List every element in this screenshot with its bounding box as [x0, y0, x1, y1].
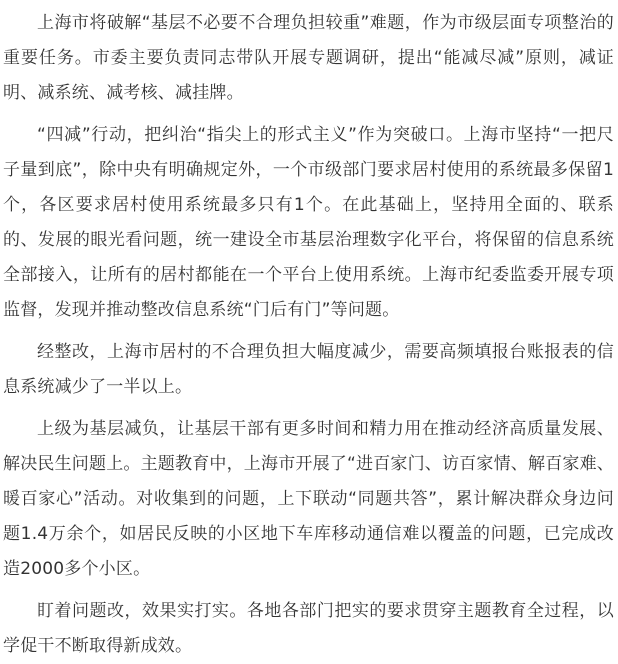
- article-paragraph: 上海市将破解“基层不必要不合理负担较重”难题，作为市级层面专项整治的重要任务。市委主要负责同志带队开展专题调研，提出“能减尽减”原则，减证明、减系统、减考核、减挂牌。: [3, 13, 614, 103]
- article-paragraph: “四减”行动，把纠治“指尖上的形式主义”作为突破口。上海市坚持“一把尺子量到底”，除中央有明确规定外，一个市级部门要求居村使用的系统最多保留1个，各区要求居村使用系统最多只有1个。在此基础上，坚持用全面的、联系的、发展的眼光看问题，统一建设全市基层治理数字化平台，将保留的信息系统全部接入，让所有的居村都能在一个平台上使用系统。上海市纪委监委开展专项监督，发现并推动整改信息系统“门后有门”等问题。: [3, 125, 614, 320]
- article-paragraph: 盯着问题改，效果实打实。各地各部门把实的要求贯穿主题教育全过程，以学促干不断取得新成效。: [3, 601, 614, 656]
- article-paragraph: 上级为基层减负，让基层干部有更多时间和精力用在推动经济高质量发展、解决民生问题上。主题教育中，上海市开展了“进百家门、访百家情、解百家难、暖百家心”活动。对收集到的问题，上下联动“同题共答”，累计解决群众身边问题1.4万余个，如居民反映的小区地下车库移动通信难以覆盖的问题，已完成改造2000多个小区。: [3, 419, 615, 579]
- article-paragraph: 经整改，上海市居村的不合理负担大幅度减少，需要高频填报台账报表的信息系统减少了一半以上。: [3, 342, 614, 397]
